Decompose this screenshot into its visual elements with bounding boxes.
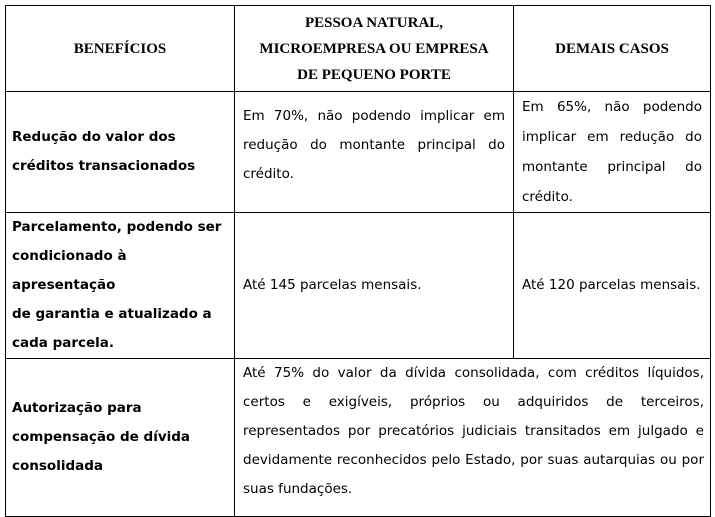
row-label-reducao bbox=[6, 92, 235, 213]
cell-parcelamento-demais-casos: Até 120 parcelas mensais. bbox=[514, 213, 711, 359]
table-row bbox=[6, 92, 711, 213]
row-label-line: consolidada bbox=[12, 458, 103, 474]
header-line: DE PEQUENO PORTE bbox=[297, 66, 451, 83]
header-line: MICROEMPRESA OU EMPRESA bbox=[259, 40, 489, 57]
cell-reducao-pessoa-natural: Em 70%, não podendo implicar em redução do montante principal do crédito. bbox=[235, 92, 514, 213]
table-row bbox=[6, 359, 711, 517]
header-pessoa-natural bbox=[235, 6, 514, 92]
table-row bbox=[6, 213, 711, 359]
header-beneficios: BENEFÍCIOS bbox=[6, 6, 235, 92]
row-label-line: créditos transacionados bbox=[12, 158, 196, 174]
row-label-autorizacao bbox=[6, 359, 235, 517]
cell-reducao-demais-casos: Em 65%, não podendo implicar em redução do montante principal do crédito. bbox=[514, 92, 711, 213]
row-label-line: compensação de dívida bbox=[12, 429, 191, 445]
row-label-line: Redução do valor dos bbox=[12, 129, 176, 145]
benefits-table bbox=[5, 5, 711, 517]
header-demais-casos: DEMAIS CASOS bbox=[514, 6, 711, 92]
row-label-line: cada parcela. bbox=[12, 335, 115, 351]
header-row bbox=[6, 6, 711, 92]
row-label-parcelamento bbox=[6, 213, 235, 359]
row-label-line: Autorização para bbox=[12, 400, 142, 416]
row-label-line: condicionado à apresentação bbox=[12, 248, 127, 293]
row-label-line: de garantia e atualizado a bbox=[12, 306, 212, 322]
cell-autorizacao-merged: Até 75% do valor da dívida consolidada, com créditos líquidos, certos e exigíveis, próprios ou adquiridos de terceiros, representados por precatórios judiciais transitados em julgado e devidamente reconhecidos pelo Estado, por suas autarquias ou por suas fundações. bbox=[235, 359, 711, 517]
header-line: PESSOA NATURAL, bbox=[304, 14, 444, 31]
cell-parcelamento-pessoa-natural: Até 145 parcelas mensais. bbox=[235, 213, 514, 359]
row-label-line: Parcelamento, podendo ser bbox=[12, 219, 222, 235]
